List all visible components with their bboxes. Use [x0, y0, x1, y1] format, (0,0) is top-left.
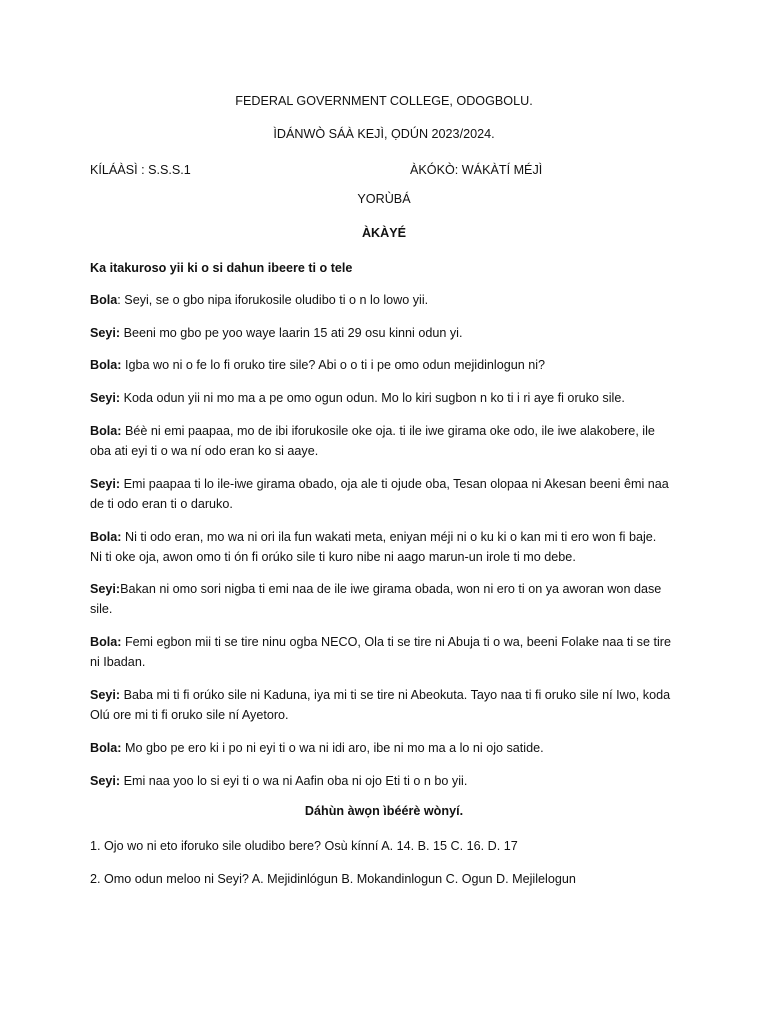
speaker-name: Seyi: [90, 326, 121, 340]
speaker-name: Bola: [90, 530, 122, 544]
class-label: KÍLÁÀSÌ : S.S.S.1 [90, 163, 191, 177]
speaker-name: Seyi: [90, 688, 121, 702]
speaker-name: Seyi: [90, 774, 121, 788]
dialogue-line [90, 771, 680, 791]
time-label: ÀKÓKÒ: WÁKÀTÍ MÉJÌ [410, 163, 543, 177]
speaker-name: Bola: [90, 358, 122, 372]
speaker-name: Bola: [90, 635, 122, 649]
instruction: Ka itakuroso yii ki o si dahun ibeere ti o tele [90, 261, 353, 275]
speaker-name: Bola [90, 293, 118, 307]
dialogue-text: Mo gbo pe ero ki i po ni eyi ti o wa ni idi aro, ibe ni mo ma a lo ni ojo satide. [124, 741, 544, 755]
dialogue-continuation: Olú ore mi ti fi oruko sile ní Ayetoro. [90, 708, 289, 722]
dialogue-continuation: Ni ti oke oja, awon omo ti ón fi orúko sile ti kuro nibe ni aago marun-un irole ti mo debe. [90, 550, 576, 564]
dialogue-line: Bola: Seyi, se o gbo nipa iforukosile oludibo ti o n lo lowo yii. [90, 293, 429, 307]
dialogue-continuation: ni Ibadan. [90, 655, 146, 669]
dialogue-continuation: de ti odo eran ti o daruko. [90, 497, 233, 511]
dialogue-line [90, 474, 680, 494]
dialogue-text: Seyi, se o gbo nipa iforukosile oludibo ti o n lo lowo yii. [124, 293, 429, 307]
dialogue-text: Emi paapaa ti lo ile-iwe girama obado, oja ale ti ojude oba, Tesan olopaa ni Akesan beeni êmi naa [123, 477, 669, 491]
question-item: 1. Ojo wo ni eto iforuko sile oludibo bere? Osù kínní A. 14. B. 15 C. 16. D. 17 [90, 839, 518, 853]
dialogue-text: Baba mi ti fi orúko sile ni Kaduna, iya mi ti se tire ni Abeokuta. Tayo naa ti fi oruko sile ní Iwo, koda [123, 688, 671, 702]
dialogue-text: Igba wo ni o fe lo fi oruko tire sile? Abi o o ti i pe omo odun mejidinlogun ni? [124, 358, 546, 372]
speaker-name: Bola: [90, 424, 122, 438]
questions-heading: Dáhùn àwọn ìbéérè wònyí. [304, 804, 464, 818]
dialogue-text: Ni ti odo eran, mo wa ni ori ila fun wakati meta, eniyan méji ni o ku ki o kan mi ti ero won fi baje. [124, 530, 657, 544]
speaker-name: Seyi: [90, 391, 121, 405]
dialogue-line [90, 685, 680, 705]
dialogue-text: Femi egbon mii ti se tire ninu ogba NECO, Ola ti se tire ni Abuja ti o wa, beeni Folake naa ti se tire [124, 635, 671, 649]
dialogue-text: Emi naa yoo lo si eyi ti o wa ni Aafin oba ni ojo Eti ti o n bo yii. [123, 774, 468, 788]
subject-title: YORÙBÁ [357, 192, 411, 206]
dialogue-line [90, 579, 680, 599]
exam-title: ÌDÁNWÒ SÁÀ KEJÌ, ỌDÚN 2023/2024. [273, 127, 495, 141]
dialogue-line [90, 355, 680, 375]
dialogue-text: Bakan ni omo sori nigba ti emi naa de ile iwe girama obada, won ni ero ti on ya aworan won dase [120, 582, 662, 596]
dialogue-text: Béè ni emi paapaa, mo de ibi iforukosile oke oja. ti ile iwe girama oke odo, ile iwe alakobere, ile [124, 424, 655, 438]
dialogue-text: Koda odun yii ni mo ma a pe omo ogun odun. Mo lo kiri sugbon n ko ti i ri aye fi oruko sile. [123, 391, 625, 405]
school-name: FEDERAL GOVERNMENT COLLEGE, ODOGBOLU. [235, 94, 533, 108]
section-title: ÀKÀYÉ [361, 226, 407, 240]
speaker-name: Seyi: [90, 477, 121, 491]
dialogue-line [90, 527, 680, 547]
dialogue-continuation: oba ati eyi ti o wa ní odo eran ko si aaye. [90, 444, 319, 458]
speaker-name: Seyi: [90, 582, 121, 596]
speaker-name: Bola: [90, 741, 122, 755]
dialogue-line [90, 632, 680, 652]
dialogue-line [90, 738, 680, 758]
dialogue-line [90, 421, 680, 441]
dialogue-line [90, 323, 680, 343]
dialogue-text: Beeni mo gbo pe yoo waye laarin 15 ati 29 osu kinni odun yi. [123, 326, 463, 340]
dialogue-continuation: sile. [90, 602, 113, 616]
dialogue-line [90, 388, 680, 408]
question-item: 2. Omo odun meloo ni Seyi? A. Mejidinlógun B. Mokandinlogun C. Ogun D. Mejilelogun [90, 872, 576, 886]
